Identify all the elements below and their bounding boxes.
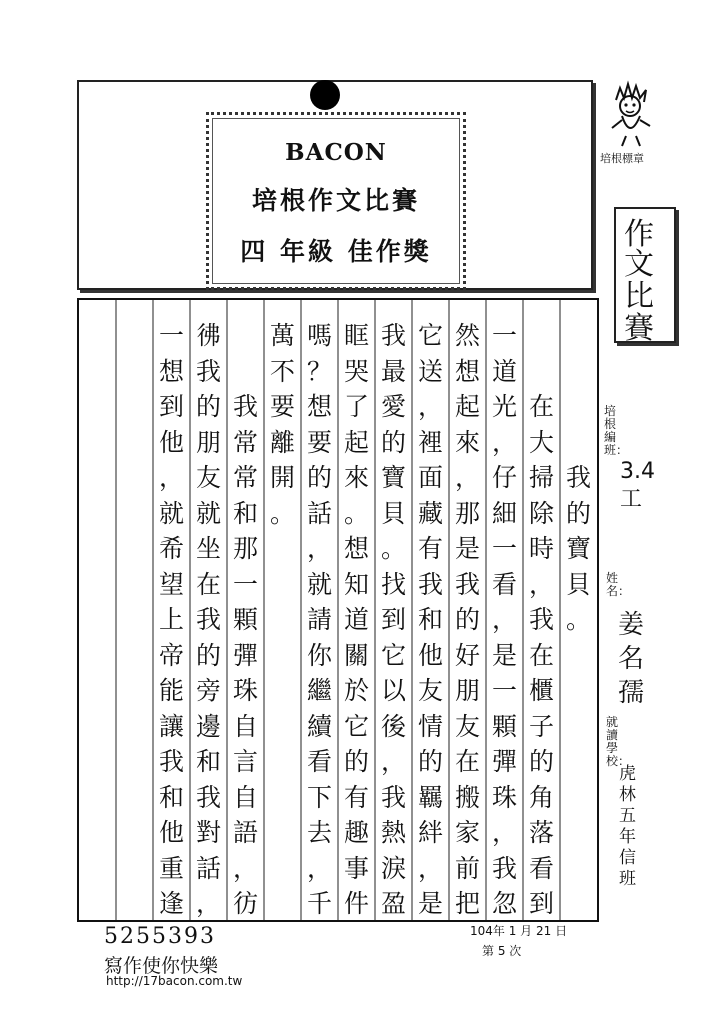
essay-char: 我 — [195, 356, 221, 386]
essay-char: ， — [306, 534, 332, 563]
essay-char: 能 — [158, 676, 184, 705]
essay-column — [375, 300, 412, 920]
essay-char: 想 — [454, 356, 480, 386]
essay-char: 一 — [491, 676, 517, 705]
essay-char: 看 — [528, 853, 554, 883]
essay-char: 送 — [417, 356, 443, 386]
essay-char: 常 — [232, 463, 258, 492]
essay-char: 嗎 — [306, 321, 332, 350]
brand-title: BACON — [285, 139, 387, 166]
essay-char: 坐 — [195, 534, 221, 563]
essay-char: 家 — [454, 818, 480, 847]
essay-char: 我 — [528, 605, 554, 634]
essay-char: 和 — [417, 605, 443, 634]
essay-char: 言 — [232, 747, 258, 776]
essay-char: 和 — [195, 747, 221, 776]
school-label: 就讀學校： — [606, 715, 631, 768]
essay-char: 有 — [343, 782, 369, 812]
essay-char: 的 — [343, 747, 369, 776]
essay-column — [301, 300, 338, 920]
essay-column — [486, 300, 523, 920]
essay-char: ， — [491, 605, 517, 634]
essay-char: 我 — [232, 392, 258, 421]
essay-char: 逢 — [158, 889, 184, 918]
essay-char: 好 — [454, 640, 480, 670]
writing-grid — [77, 298, 599, 922]
essay-char: 眶 — [343, 321, 369, 350]
essay-char: 。 — [565, 605, 591, 634]
essay-char: 自 — [232, 782, 258, 812]
essay-char: ， — [417, 392, 443, 421]
essay-char: 了 — [343, 392, 369, 421]
essay-char: ， — [491, 427, 517, 457]
essay-char: 落 — [528, 818, 554, 847]
essay-char: 就 — [195, 498, 221, 528]
essay-char: 關 — [343, 640, 369, 670]
essay-char: 它 — [417, 321, 443, 350]
essay-char: 的 — [528, 747, 554, 776]
essay-char: 一 — [491, 321, 517, 350]
essay-char: 於 — [343, 676, 369, 705]
essay-char: 朋 — [454, 676, 480, 705]
essay-char: 我 — [380, 782, 406, 812]
essay-char: 。 — [269, 498, 295, 528]
essay-char: 話 — [306, 498, 332, 528]
essay-char: 友 — [195, 463, 221, 492]
essay-char: 的 — [417, 747, 443, 776]
essay-char: 寶 — [565, 534, 591, 563]
essay-column — [264, 300, 301, 920]
essay-char: ？ — [306, 356, 332, 386]
essay-char: 請 — [306, 605, 332, 634]
essay-char: 望 — [158, 569, 184, 599]
essay-char: 彈 — [491, 747, 517, 776]
essay-char: 是 — [491, 640, 517, 670]
essay-char: 在 — [195, 569, 221, 599]
essay-char: ， — [380, 747, 406, 776]
essay-char: 和 — [158, 782, 184, 812]
essay-char: 自 — [232, 711, 258, 741]
essay-char: 我 — [195, 782, 221, 812]
essay-char: 熱 — [380, 818, 406, 847]
essay-char: ， — [491, 818, 517, 847]
essay-char: 常 — [232, 427, 258, 457]
footer-phone: 5255393 — [104, 924, 216, 949]
essay-char: ， — [306, 853, 332, 883]
essay-char: 邊 — [195, 711, 221, 741]
essay-char: 有 — [417, 534, 443, 563]
essay-char: 是 — [417, 889, 443, 918]
essay-char: 開 — [269, 463, 295, 492]
essay-char: 旁 — [195, 676, 221, 705]
essay-char: 上 — [158, 605, 184, 634]
essay-char: 後 — [380, 711, 406, 741]
essay-char: 件 — [343, 889, 369, 918]
essay-char: 話 — [195, 853, 221, 883]
school-value: 虎林五年信班 — [619, 764, 636, 889]
essay-char: 。 — [343, 498, 369, 528]
contest-char: 作 — [624, 217, 654, 252]
essay-char: 希 — [158, 534, 184, 563]
essay-char: 起 — [454, 392, 480, 421]
essay-column — [560, 300, 597, 920]
essay-char: 來 — [343, 463, 369, 492]
composition-contest-box — [614, 207, 676, 346]
essay-char: 去 — [306, 818, 332, 847]
essay-column — [412, 300, 449, 920]
essay-char: 顆 — [491, 711, 517, 741]
essay-char: 的 — [454, 605, 480, 634]
essay-char: 情 — [417, 711, 443, 741]
essay-char: 哭 — [343, 356, 369, 386]
essay-char: 想 — [343, 534, 369, 563]
essay-char: 繼 — [306, 676, 332, 705]
essay-char: 想 — [158, 356, 184, 386]
essay-char: ， — [528, 569, 554, 599]
essay-char: 以 — [380, 676, 406, 705]
essay-char: 重 — [158, 853, 184, 883]
essay-char: 面 — [417, 463, 443, 492]
essay-char: ， — [158, 463, 184, 492]
essay-char: 我 — [491, 853, 517, 883]
essay-char: 貝 — [380, 498, 406, 528]
essay-char: 那 — [454, 498, 480, 528]
essay-char: 它 — [343, 711, 369, 741]
essay-char: 語 — [232, 818, 258, 847]
essay-column — [523, 300, 560, 920]
essay-char: 來 — [454, 427, 480, 457]
essay-char: ， — [454, 463, 480, 492]
essay-char: 友 — [417, 676, 443, 705]
mascot-stamp-icon — [606, 80, 656, 150]
essay-char: 他 — [158, 818, 184, 847]
essay-char: 要 — [306, 427, 332, 457]
essay-char: 找 — [380, 569, 406, 599]
essay-char: 把 — [454, 889, 480, 918]
essay-char: 珠 — [491, 782, 517, 812]
student-name: 姜名孺 — [618, 610, 645, 708]
essay-char: 。 — [380, 534, 406, 563]
essay-char: 我 — [380, 321, 406, 350]
essay-char: ， — [417, 853, 443, 883]
essay-char: 我 — [454, 569, 480, 599]
essay-char: 藏 — [417, 498, 443, 528]
essay-char: 角 — [528, 782, 554, 812]
essay-char: 就 — [158, 498, 184, 528]
essay-char: 淚 — [380, 853, 406, 883]
essay-char: 事 — [343, 853, 369, 883]
essay-char: 朋 — [195, 427, 221, 457]
essay-char: 帝 — [158, 640, 184, 670]
essay-char: 一 — [232, 569, 258, 599]
essay-char: ， — [195, 889, 221, 918]
essay-char: 到 — [380, 605, 406, 634]
essay-char: 搬 — [454, 782, 480, 812]
essay-char: 就 — [306, 569, 332, 599]
essay-char: 彷 — [232, 889, 258, 918]
essay-char: 顆 — [232, 605, 258, 634]
essay-char: 大 — [528, 427, 554, 457]
essay-char: 的 — [380, 427, 406, 457]
essay-char: 和 — [232, 498, 258, 528]
essay-char: 前 — [454, 853, 480, 883]
essay-char: 他 — [417, 640, 443, 670]
essay-char: 珠 — [232, 676, 258, 705]
essay-char: 我 — [417, 569, 443, 599]
essay-char: 然 — [454, 321, 480, 350]
essay-char: 續 — [306, 711, 332, 741]
essay-char: 羈 — [417, 782, 443, 812]
punch-hole — [310, 80, 340, 110]
essay-char: 起 — [343, 427, 369, 457]
essay-char: 要 — [269, 392, 295, 421]
name-label: 姓名： — [606, 571, 631, 598]
essay-char: 貝 — [565, 569, 591, 599]
award-inner-frame — [206, 112, 466, 290]
essay-char: 看 — [491, 569, 517, 599]
essay-char: 他 — [158, 427, 184, 457]
essay-char: 知 — [343, 569, 369, 599]
essay-char: 的 — [195, 392, 221, 421]
essay-char: 掃 — [528, 463, 554, 492]
essay-char: 盈 — [380, 889, 406, 918]
essay-char: 在 — [454, 747, 480, 776]
essay-char: 裡 — [417, 427, 443, 457]
essay-column — [190, 300, 227, 920]
essay-char: 千 — [306, 889, 332, 918]
submission-date: 104年 1 月 21 日 — [470, 924, 568, 938]
essay-char: 子 — [528, 711, 554, 741]
essay-char: 光 — [491, 392, 517, 421]
essay-char: 的 — [195, 640, 221, 670]
essay-char: 是 — [454, 534, 480, 563]
essay-char: 仔 — [491, 463, 517, 492]
award-grade: 四 年級 佳作獎 — [240, 237, 432, 266]
essay-char: ， — [232, 853, 258, 883]
class-label: 培根編班： — [604, 404, 629, 457]
essay-char: 趣 — [343, 818, 369, 847]
class-value: 3.4工 — [620, 459, 655, 512]
essay-char: 的 — [565, 498, 591, 528]
essay-char: 細 — [491, 498, 517, 528]
essay-char: 道 — [343, 605, 369, 634]
essay-char: 想 — [306, 392, 332, 421]
essay-char: 除 — [528, 498, 554, 528]
essay-char: 友 — [454, 711, 480, 741]
essay-char: 你 — [306, 640, 332, 670]
essay-char: 忽 — [491, 889, 517, 918]
essay-char: 那 — [232, 534, 258, 563]
footer-slogan: 寫作使你快樂 — [104, 955, 219, 977]
contest-title: 培根作文比賽 — [251, 186, 420, 215]
essay-char: 道 — [491, 356, 517, 386]
essay-char: 離 — [269, 427, 295, 457]
essay-char: 不 — [269, 356, 295, 386]
essay-column — [227, 300, 264, 920]
essay-char: 在 — [528, 640, 554, 670]
essay-char: 彿 — [195, 321, 221, 350]
essay-char: 櫃 — [528, 676, 554, 705]
essay-char: 到 — [528, 889, 554, 918]
essay-char: 它 — [380, 640, 406, 670]
essay-char: 萬 — [269, 321, 295, 350]
essay-char: 時 — [528, 534, 554, 563]
essay-char: 寶 — [380, 463, 406, 492]
essay-char: 看 — [306, 747, 332, 776]
essay-char: 我 — [565, 463, 591, 492]
essay-char: 對 — [195, 818, 221, 847]
essay-column — [338, 300, 375, 920]
essay-char: 一 — [491, 534, 517, 563]
essay-char: 最 — [380, 356, 406, 386]
essay-char: 愛 — [380, 392, 406, 421]
submission-count: 第 5 次 — [482, 944, 522, 958]
essay-char: 下 — [306, 782, 332, 812]
essay-column — [449, 300, 486, 920]
essay-char: 的 — [306, 463, 332, 492]
contest-char: 文 — [624, 247, 654, 282]
essay-char: 一 — [158, 321, 184, 350]
footer-url: http://17bacon.com.tw — [106, 974, 243, 988]
essay-char: 在 — [528, 392, 554, 421]
essay-column — [153, 300, 190, 920]
contest-char: 比 — [624, 279, 654, 314]
essay-char: 我 — [158, 747, 184, 776]
essay-char: 彈 — [232, 640, 258, 670]
essay-char: 我 — [195, 605, 221, 634]
contest-char: 賽 — [624, 311, 654, 346]
essay-char: 到 — [158, 392, 184, 421]
essay-char: 讓 — [158, 711, 184, 741]
stamp-label: 培根標章 — [600, 152, 644, 165]
essay-char: 絆 — [417, 818, 443, 847]
